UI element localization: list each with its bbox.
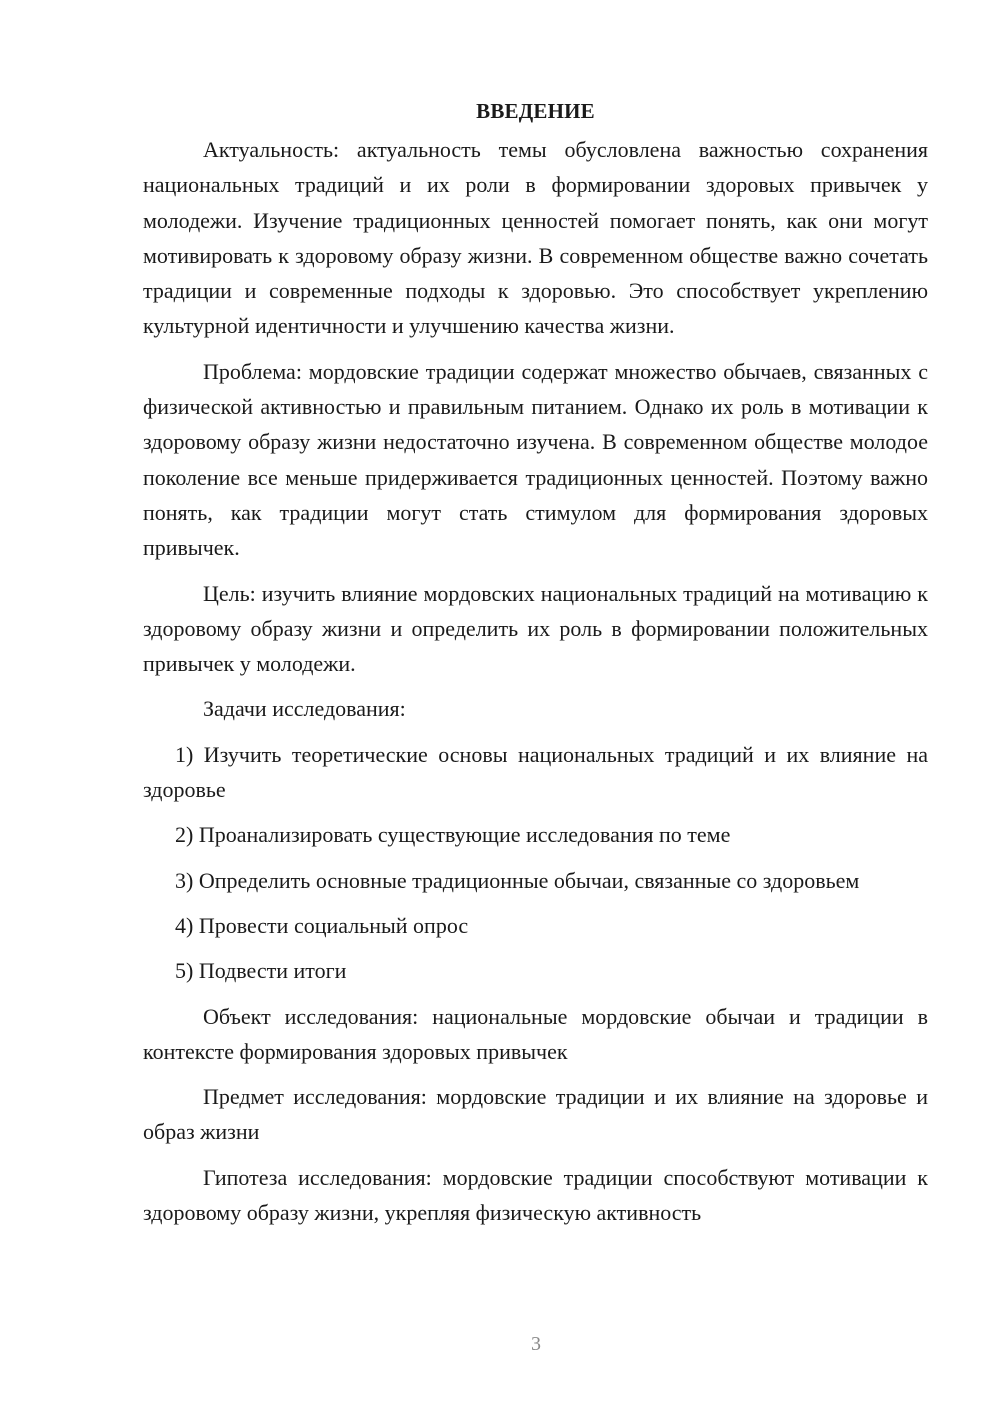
task-item: 4) Провести социальный опрос bbox=[175, 912, 469, 938]
tasks-heading: Задачи исследования: bbox=[203, 696, 406, 722]
page-number: 3 bbox=[531, 1333, 541, 1355]
paragraph-object: Объект исследования: национальные мордовские обычаи и традиции в контексте формирования здоровых привычек bbox=[143, 1003, 928, 1064]
paragraph-goal: Цель: изучить влияние мордовских национальных традиций на мотивацию к здоровому образу жизни и определить их роль в формировании положительных привычек у молодежи. bbox=[143, 580, 928, 677]
paragraph-problem: Проблема: мордовские традиции содержат множество обычаев, связанных с физической активностью и правильным питанием. Однако их роль в мотивации к здоровому образу жизни недостаточно изучена. В современном обществе молодое поколение все меньше придерживается традиционных ценностей. Поэтому важно понять, как традиции могут стать стимулом для формирования здоровых привычек. bbox=[143, 358, 928, 561]
paragraph-hypothesis: Гипотеза исследования: мордовские традиции способствуют мотивации к здоровому образу жизни, укрепляя физическую активность bbox=[143, 1164, 928, 1226]
task-item: 2) Проанализировать существующие исследования по теме bbox=[175, 822, 731, 848]
section-title: ВВЕДЕНИЕ bbox=[476, 99, 595, 123]
task-item: 3) Определить основные традиционные обычаи, связанные со здоровьем bbox=[175, 867, 860, 893]
task-item: 1) Изучить теоретические основы национальных традиций и их влияние на здоровье bbox=[143, 741, 928, 803]
paragraph-subject: Предмет исследования: мордовские традиции и их влияние на здоровье и образ жизни bbox=[143, 1084, 928, 1145]
page-content bbox=[143, 96, 928, 1240]
paragraph-relevance: Актуальность: актуальность темы обусловлена важностью сохранения национальных традиций и их роли в формировании здоровых привычек у молодежи. Изучение традиционных ценностей помогает понять, как они могут мотивировать к здоровому образу жизни. В современном обществе важно сочетать традиции и современные подходы к здоровью. Это способствует укреплению культурной идентичности и улучшению качества жизни. bbox=[143, 137, 928, 339]
task-item: 5) Подвести итоги bbox=[175, 958, 347, 984]
